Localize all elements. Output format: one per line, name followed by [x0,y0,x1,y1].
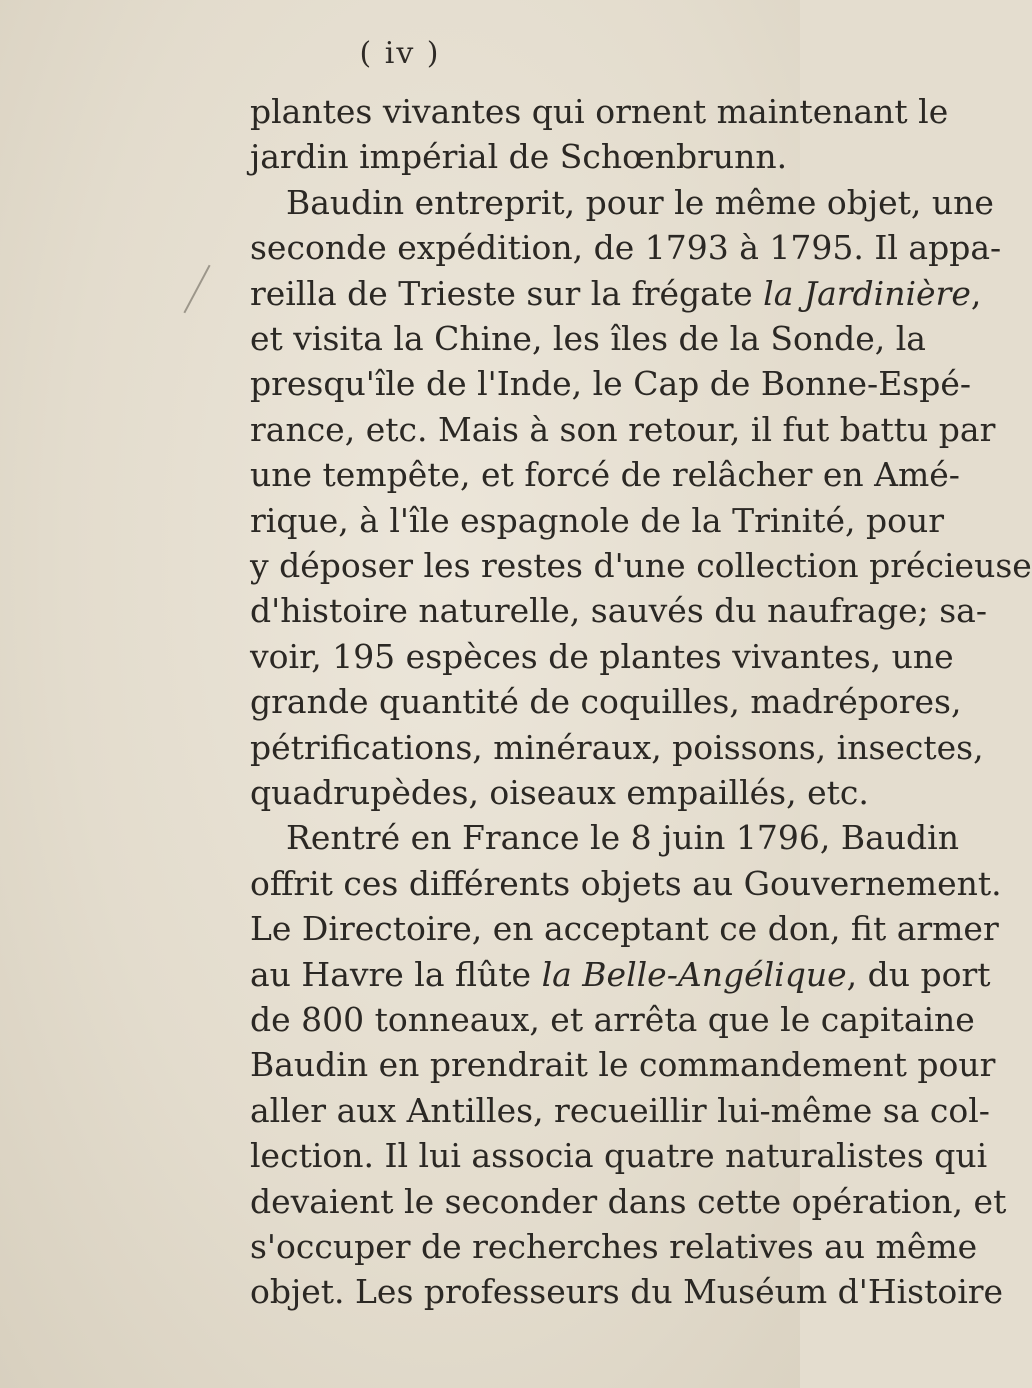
text-segment: et visita la Chine, les îles de la Sonde, la [250,319,926,358]
body-text [0,92,1032,1372]
text-line [250,1272,1004,1312]
text-line [250,1090,990,1131]
text-segment: rance, etc. Mais à son retour, il fut battu par [250,409,996,449]
text-segment: Baudin en prendrait le commandement pour [250,1045,996,1085]
text-line [250,137,788,177]
text-segment: grande quantité de coquilles, madrépores, [250,682,962,722]
text-segment: offrit ces différents objets au Gouvernement. [250,863,1002,903]
text-segment: presqu'île de l'Inde, le Cap de Bonne-Espé- [250,364,972,404]
text-line [250,273,982,314]
italic-ship-name: la Jardinière [763,273,971,313]
text-line [250,909,999,949]
text-line [250,546,1032,586]
text-segment: Rentré en France le 8 juin 1796, Baudin [286,818,959,858]
text-segment: y déposer les restes d'une collection précieuse [250,546,1032,585]
text-line [250,682,962,722]
text-line [250,591,987,631]
text-segment: une tempête, et forcé de relâcher en Amé- [250,455,960,495]
text-line [250,409,996,450]
text-line [250,727,984,768]
text-segment: lection. Il lui associa quatre naturalistes qui [250,1136,988,1176]
text-segment: Le Directoire, en acceptant ce don, fit armer [250,909,999,949]
text-segment: seconde expédition, de 1793 à 1795. Il appa- [250,228,1002,268]
text-segment: pétrifications, minéraux, poissons, insectes, [250,727,984,767]
text-line [250,455,960,495]
text-segment: d'histoire naturelle, sauvés du naufrage; sa- [250,591,987,631]
text-line [250,1181,1007,1222]
text-segment: objet. Les professeurs du Muséum d'Histoire [250,1272,1004,1312]
text-line [286,818,959,858]
text-segment: quadrupèdes, oiseaux empaillés, etc. [250,773,869,812]
text-segment: de 800 tonneaux, et arrêta que le capitaine [250,1000,975,1039]
text-segment: jardin impérial de Schœnbrunn. [250,137,788,177]
text-segment: au Havre la flûte [250,954,542,994]
text-segment: plantes vivantes qui ornent maintenant le [250,92,949,131]
text-line [250,954,991,995]
text-line [250,863,1002,904]
text-segment: voir, 195 espèces de plantes vivantes, une [250,636,954,676]
text-line [250,1000,975,1040]
text-line [250,228,1002,268]
text-segment: , [970,273,982,313]
text-line [250,319,926,359]
text-line [250,636,954,677]
text-line [250,92,949,132]
text-line [250,773,869,813]
text-segment: s'occuper de recherches relatives au même [250,1227,978,1266]
text-segment: , du port [846,954,991,994]
text-segment: devaient le seconder dans cette opération, et [250,1181,1007,1221]
page-number: ( iv ) [359,36,441,71]
italic-ship-name: la Belle-Angélique [541,954,847,994]
text-line [250,364,972,404]
text-line [250,500,945,541]
text-segment: reilla de Trieste sur la frégate [250,273,764,313]
text-segment: rique, à l'île espagnole de la Trinité, pour [250,500,945,540]
text-line [250,1136,988,1176]
text-line [250,1045,996,1085]
text-line [286,182,994,223]
text-segment: aller aux Antilles, recueillir lui-même sa col- [250,1090,990,1130]
text-segment: Baudin entreprit, pour le même objet, une [286,182,994,222]
text-line [250,1227,978,1267]
